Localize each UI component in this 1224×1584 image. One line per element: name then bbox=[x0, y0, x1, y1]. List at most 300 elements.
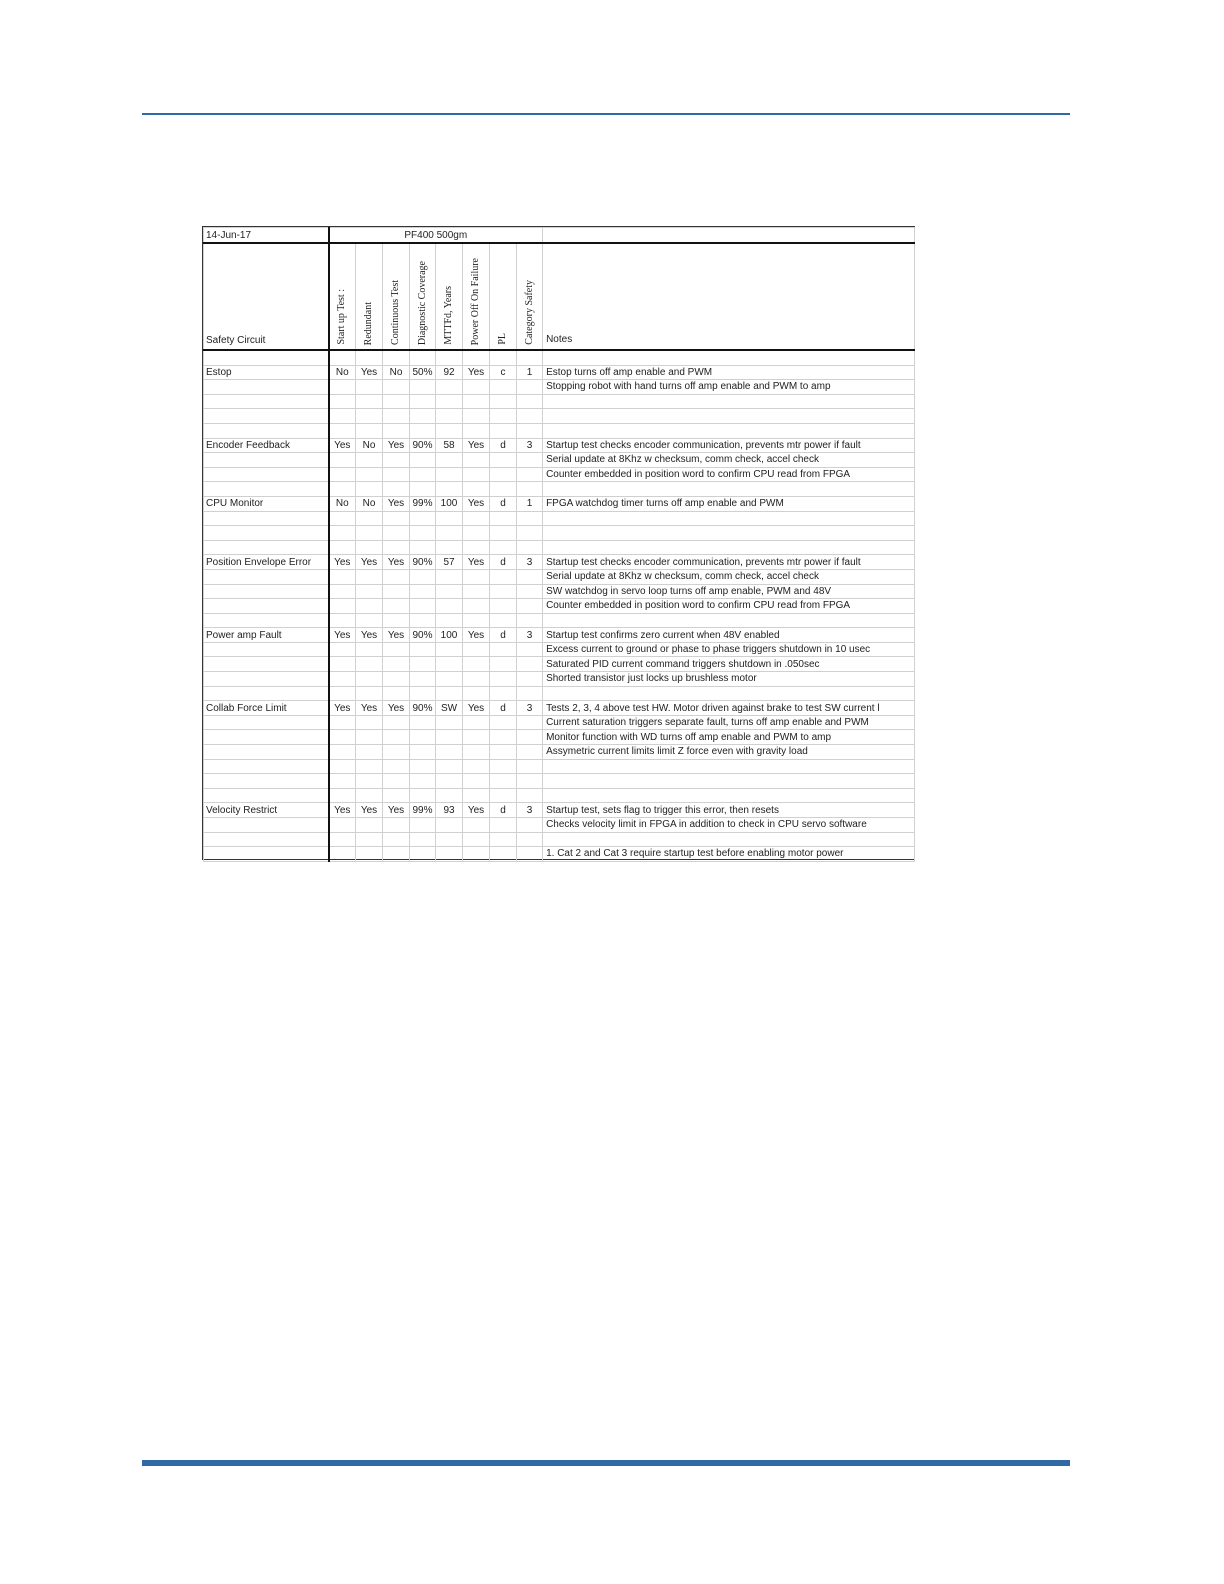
blank-cell bbox=[410, 774, 436, 789]
blank-cell bbox=[356, 380, 383, 395]
blank-cell bbox=[356, 350, 383, 365]
blank-cell bbox=[329, 832, 356, 847]
category-value: 1 bbox=[517, 365, 543, 380]
blank-cell bbox=[517, 642, 543, 657]
blank-cell bbox=[329, 453, 356, 468]
header-rule bbox=[142, 113, 1070, 115]
table-row bbox=[204, 555, 915, 570]
blank-cell bbox=[517, 540, 543, 555]
header-category-safety: Category Safety bbox=[517, 243, 543, 350]
blank-cell bbox=[410, 686, 436, 701]
blank-cell bbox=[436, 759, 463, 774]
blank-cell bbox=[204, 672, 329, 687]
note-row bbox=[204, 715, 915, 730]
note-text: Monitor function with WD turns off amp enable and PWM to amp bbox=[543, 730, 915, 745]
blank-cell bbox=[204, 774, 329, 789]
blank-cell bbox=[543, 613, 915, 628]
blank-cell bbox=[204, 642, 329, 657]
blank-cell bbox=[410, 380, 436, 395]
blank-cell bbox=[543, 228, 915, 244]
continuous-test-value: No bbox=[383, 365, 410, 380]
diagnostic-coverage-value: 50% bbox=[410, 365, 436, 380]
continuous-test-value: Yes bbox=[383, 701, 410, 716]
blank-cell bbox=[463, 642, 490, 657]
blank-cell bbox=[204, 482, 329, 497]
blank-cell bbox=[356, 599, 383, 614]
blank-cell bbox=[463, 482, 490, 497]
blank-cell bbox=[410, 672, 436, 687]
blank-cell bbox=[517, 730, 543, 745]
continuous-test-value: Yes bbox=[383, 803, 410, 818]
mttfd-value: 100 bbox=[436, 496, 463, 511]
blank-cell bbox=[383, 672, 410, 687]
note-text: FPGA watchdog timer turns off amp enable and PWM bbox=[543, 496, 915, 511]
blank-cell bbox=[329, 511, 356, 526]
category-value: 3 bbox=[517, 438, 543, 453]
blank-cell bbox=[517, 599, 543, 614]
blank-cell bbox=[356, 788, 383, 803]
blank-cell bbox=[356, 584, 383, 599]
circuit-name: Velocity Restrict bbox=[204, 803, 329, 818]
blank-cell bbox=[356, 818, 383, 833]
blank-cell bbox=[517, 715, 543, 730]
blank-cell bbox=[517, 569, 543, 584]
blank-cell bbox=[490, 423, 517, 438]
blank-cell bbox=[490, 526, 517, 541]
blank-cell bbox=[490, 847, 517, 862]
blank-cell bbox=[204, 759, 329, 774]
startup-test-value: Yes bbox=[329, 628, 356, 643]
blank-cell bbox=[329, 657, 356, 672]
spacer-row bbox=[204, 613, 915, 628]
blank-cell bbox=[204, 423, 329, 438]
blank-cell bbox=[204, 847, 329, 862]
blank-cell bbox=[463, 380, 490, 395]
blank-cell bbox=[463, 730, 490, 745]
redundant-value: No bbox=[356, 438, 383, 453]
mttfd-value: SW bbox=[436, 701, 463, 716]
blank-cell bbox=[329, 759, 356, 774]
blank-cell bbox=[490, 394, 517, 409]
note-row bbox=[204, 657, 915, 672]
power-off-value: Yes bbox=[463, 438, 490, 453]
blank-cell bbox=[463, 686, 490, 701]
blank-cell bbox=[204, 540, 329, 555]
spacer-row bbox=[204, 686, 915, 701]
blank-cell bbox=[543, 832, 915, 847]
blank-cell bbox=[204, 394, 329, 409]
header-mttfd: MTTFd, Years bbox=[436, 243, 463, 350]
blank-cell bbox=[383, 832, 410, 847]
spacer-row bbox=[204, 482, 915, 497]
continuous-test-value: Yes bbox=[383, 438, 410, 453]
blank-cell bbox=[356, 409, 383, 424]
note-row bbox=[204, 584, 915, 599]
blank-cell bbox=[329, 482, 356, 497]
blank-cell bbox=[204, 350, 329, 365]
blank-cell bbox=[490, 730, 517, 745]
blank-cell bbox=[517, 847, 543, 862]
blank-cell bbox=[410, 832, 436, 847]
blank-cell bbox=[463, 847, 490, 862]
spacer-row bbox=[204, 350, 915, 365]
blank-cell bbox=[383, 759, 410, 774]
blank-cell bbox=[204, 467, 329, 482]
blank-cell bbox=[517, 511, 543, 526]
category-value: 3 bbox=[517, 701, 543, 716]
blank-cell bbox=[490, 759, 517, 774]
category-value: 3 bbox=[517, 803, 543, 818]
blank-cell bbox=[329, 584, 356, 599]
redundant-value: No bbox=[356, 496, 383, 511]
blank-cell bbox=[463, 423, 490, 438]
note-text: Checks velocity limit in FPGA in addition to check in CPU servo software bbox=[543, 818, 915, 833]
blank-cell bbox=[463, 467, 490, 482]
blank-cell bbox=[490, 818, 517, 833]
blank-cell bbox=[543, 409, 915, 424]
header-redundant: Redundant bbox=[356, 243, 383, 350]
note-text: SW watchdog in servo loop turns off amp enable, PWM and 48V bbox=[543, 584, 915, 599]
table-row bbox=[204, 496, 915, 511]
blank-cell bbox=[463, 613, 490, 628]
startup-test-value: Yes bbox=[329, 555, 356, 570]
blank-cell bbox=[436, 584, 463, 599]
blank-cell bbox=[329, 599, 356, 614]
continuous-test-value: Yes bbox=[383, 555, 410, 570]
mttfd-value: 57 bbox=[436, 555, 463, 570]
blank-cell bbox=[490, 599, 517, 614]
blank-cell bbox=[517, 453, 543, 468]
pl-value: d bbox=[490, 701, 517, 716]
startup-test-value: No bbox=[329, 496, 356, 511]
blank-cell bbox=[436, 482, 463, 497]
blank-cell bbox=[543, 511, 915, 526]
blank-cell bbox=[410, 584, 436, 599]
blank-cell bbox=[329, 540, 356, 555]
continuous-test-value: Yes bbox=[383, 496, 410, 511]
blank-cell bbox=[356, 569, 383, 584]
blank-cell bbox=[490, 715, 517, 730]
blank-cell bbox=[543, 774, 915, 789]
blank-cell bbox=[490, 540, 517, 555]
blank-cell bbox=[463, 672, 490, 687]
circuit-name: Estop bbox=[204, 365, 329, 380]
blank-cell bbox=[204, 613, 329, 628]
note-row bbox=[204, 380, 915, 395]
blank-cell bbox=[329, 730, 356, 745]
blank-cell bbox=[383, 511, 410, 526]
blank-cell bbox=[329, 745, 356, 760]
blank-cell bbox=[463, 584, 490, 599]
blank-cell bbox=[410, 482, 436, 497]
footer-rule bbox=[142, 1460, 1070, 1466]
date-cell: 14-Jun-17 bbox=[204, 228, 329, 244]
blank-cell bbox=[463, 409, 490, 424]
blank-cell bbox=[356, 847, 383, 862]
note-row bbox=[204, 394, 915, 409]
redundant-value: Yes bbox=[356, 628, 383, 643]
blank-cell bbox=[436, 832, 463, 847]
blank-cell bbox=[410, 818, 436, 833]
note-text: Counter embedded in position word to confirm CPU read from FPGA bbox=[543, 467, 915, 482]
blank-cell bbox=[410, 394, 436, 409]
blank-cell bbox=[383, 613, 410, 628]
header-diagnostic-coverage: Diagnostic Coverage bbox=[410, 243, 436, 350]
note-text: Saturated PID current command triggers shutdown in .050sec bbox=[543, 657, 915, 672]
blank-cell bbox=[410, 350, 436, 365]
note-text: Serial update at 8Khz w checksum, comm check, accel check bbox=[543, 569, 915, 584]
blank-cell bbox=[517, 394, 543, 409]
blank-cell bbox=[463, 759, 490, 774]
blank-cell bbox=[356, 482, 383, 497]
category-value: 3 bbox=[517, 555, 543, 570]
blank-cell bbox=[410, 613, 436, 628]
blank-cell bbox=[383, 423, 410, 438]
blank-cell bbox=[383, 380, 410, 395]
diagnostic-coverage-value: 90% bbox=[410, 701, 436, 716]
blank-cell bbox=[383, 394, 410, 409]
blank-cell bbox=[204, 715, 329, 730]
blank-cell bbox=[410, 657, 436, 672]
blank-cell bbox=[329, 672, 356, 687]
pl-value: d bbox=[490, 803, 517, 818]
blank-cell bbox=[410, 526, 436, 541]
blank-cell bbox=[356, 672, 383, 687]
blank-cell bbox=[517, 409, 543, 424]
blank-cell bbox=[329, 774, 356, 789]
blank-cell bbox=[356, 745, 383, 760]
blank-cell bbox=[436, 672, 463, 687]
blank-cell bbox=[490, 482, 517, 497]
blank-cell bbox=[543, 423, 915, 438]
blank-cell bbox=[383, 350, 410, 365]
blank-cell bbox=[436, 526, 463, 541]
blank-cell bbox=[204, 453, 329, 468]
blank-cell bbox=[204, 686, 329, 701]
note-text: Startup test, sets flag to trigger this error, then resets bbox=[543, 803, 915, 818]
blank-cell bbox=[490, 511, 517, 526]
startup-test-value: Yes bbox=[329, 701, 356, 716]
note-text: Assymetric current limits limit Z force even with gravity load bbox=[543, 745, 915, 760]
blank-cell bbox=[490, 467, 517, 482]
blank-cell bbox=[436, 613, 463, 628]
pl-value: d bbox=[490, 628, 517, 643]
blank-cell bbox=[204, 409, 329, 424]
blank-cell bbox=[463, 832, 490, 847]
note-row bbox=[204, 569, 915, 584]
blank-cell bbox=[410, 847, 436, 862]
blank-cell bbox=[383, 657, 410, 672]
note-row bbox=[204, 599, 915, 614]
footnote-text: 1. Cat 2 and Cat 3 require startup test before enabling motor power bbox=[543, 847, 915, 862]
note-text: Serial update at 8Khz w checksum, comm check, accel check bbox=[543, 453, 915, 468]
blank-cell bbox=[463, 745, 490, 760]
blank-cell bbox=[436, 686, 463, 701]
blank-cell bbox=[410, 745, 436, 760]
note-text: Startup test checks encoder communication, prevents mtr power if fault bbox=[543, 555, 915, 570]
circuit-name: Power amp Fault bbox=[204, 628, 329, 643]
mttfd-value: 92 bbox=[436, 365, 463, 380]
blank-cell bbox=[517, 672, 543, 687]
note-row bbox=[204, 759, 915, 774]
blank-cell bbox=[410, 511, 436, 526]
continuous-test-value: Yes bbox=[383, 628, 410, 643]
table-row bbox=[204, 803, 915, 818]
note-row bbox=[204, 467, 915, 482]
blank-cell bbox=[383, 526, 410, 541]
blank-cell bbox=[204, 745, 329, 760]
redundant-value: Yes bbox=[356, 803, 383, 818]
blank-cell bbox=[517, 584, 543, 599]
blank-cell bbox=[436, 818, 463, 833]
blank-cell bbox=[383, 584, 410, 599]
blank-cell bbox=[517, 774, 543, 789]
blank-cell bbox=[204, 380, 329, 395]
blank-cell bbox=[490, 380, 517, 395]
blank-cell bbox=[204, 788, 329, 803]
note-text: Counter embedded in position word to confirm CPU read from FPGA bbox=[543, 599, 915, 614]
spacer-row bbox=[204, 788, 915, 803]
blank-cell bbox=[436, 599, 463, 614]
blank-cell bbox=[204, 818, 329, 833]
note-row bbox=[204, 409, 915, 424]
blank-cell bbox=[356, 613, 383, 628]
blank-cell bbox=[356, 774, 383, 789]
redundant-value: Yes bbox=[356, 365, 383, 380]
blank-cell bbox=[543, 350, 915, 365]
blank-cell bbox=[490, 569, 517, 584]
blank-cell bbox=[436, 423, 463, 438]
power-off-value: Yes bbox=[463, 803, 490, 818]
blank-cell bbox=[410, 409, 436, 424]
blank-cell bbox=[490, 686, 517, 701]
blank-cell bbox=[436, 394, 463, 409]
blank-cell bbox=[490, 642, 517, 657]
blank-cell bbox=[517, 380, 543, 395]
blank-cell bbox=[463, 526, 490, 541]
blank-cell bbox=[436, 511, 463, 526]
note-text: Shorted transistor just locks up brushless motor bbox=[543, 672, 915, 687]
diagnostic-coverage-value: 90% bbox=[410, 555, 436, 570]
blank-cell bbox=[517, 350, 543, 365]
note-row bbox=[204, 526, 915, 541]
blank-cell bbox=[543, 526, 915, 541]
note-row bbox=[204, 745, 915, 760]
note-row bbox=[204, 511, 915, 526]
blank-cell bbox=[517, 686, 543, 701]
blank-cell bbox=[436, 409, 463, 424]
blank-cell bbox=[204, 730, 329, 745]
startup-test-value: Yes bbox=[329, 438, 356, 453]
note-text: Startup test confirms zero current when 48V enabled bbox=[543, 628, 915, 643]
note-row bbox=[204, 453, 915, 468]
blank-cell bbox=[436, 715, 463, 730]
blank-cell bbox=[410, 715, 436, 730]
blank-cell bbox=[356, 453, 383, 468]
blank-cell bbox=[463, 818, 490, 833]
mttfd-value: 100 bbox=[436, 628, 463, 643]
blank-cell bbox=[383, 847, 410, 862]
blank-cell bbox=[463, 774, 490, 789]
blank-cell bbox=[436, 730, 463, 745]
blank-cell bbox=[329, 686, 356, 701]
header-continuous-test: Continuous Test bbox=[383, 243, 410, 350]
power-off-value: Yes bbox=[463, 628, 490, 643]
header-notes: Notes bbox=[543, 243, 915, 350]
blank-cell bbox=[517, 832, 543, 847]
blank-cell bbox=[436, 788, 463, 803]
note-row bbox=[204, 774, 915, 789]
blank-cell bbox=[356, 832, 383, 847]
startup-test-value: No bbox=[329, 365, 356, 380]
blank-cell bbox=[436, 745, 463, 760]
header-startup-test: Start up Test : bbox=[329, 243, 356, 350]
blank-cell bbox=[383, 540, 410, 555]
header-pl: PL bbox=[490, 243, 517, 350]
blank-cell bbox=[204, 569, 329, 584]
blank-cell bbox=[356, 730, 383, 745]
blank-cell bbox=[490, 672, 517, 687]
table-row bbox=[204, 438, 915, 453]
diagnostic-coverage-value: 99% bbox=[410, 496, 436, 511]
blank-cell bbox=[463, 569, 490, 584]
blank-cell bbox=[436, 380, 463, 395]
blank-cell bbox=[410, 453, 436, 468]
blank-cell bbox=[383, 482, 410, 497]
blank-cell bbox=[329, 394, 356, 409]
note-text: Estop turns off amp enable and PWM bbox=[543, 365, 915, 380]
blank-cell bbox=[410, 788, 436, 803]
redundant-value: Yes bbox=[356, 555, 383, 570]
blank-cell bbox=[543, 788, 915, 803]
blank-cell bbox=[329, 526, 356, 541]
blank-cell bbox=[383, 642, 410, 657]
blank-cell bbox=[204, 657, 329, 672]
blank-cell bbox=[329, 818, 356, 833]
blank-cell bbox=[490, 832, 517, 847]
power-off-value: Yes bbox=[463, 496, 490, 511]
note-text: Excess current to ground or phase to phase triggers shutdown in 10 usec bbox=[543, 642, 915, 657]
blank-cell bbox=[383, 745, 410, 760]
blank-cell bbox=[463, 657, 490, 672]
blank-cell bbox=[383, 788, 410, 803]
blank-cell bbox=[436, 657, 463, 672]
blank-cell bbox=[517, 818, 543, 833]
blank-cell bbox=[490, 584, 517, 599]
blank-cell bbox=[329, 467, 356, 482]
note-text: Stopping robot with hand turns off amp enable and PWM to amp bbox=[543, 380, 915, 395]
blank-cell bbox=[204, 832, 329, 847]
blank-cell bbox=[517, 745, 543, 760]
blank-cell bbox=[383, 686, 410, 701]
footnote-row bbox=[204, 847, 915, 862]
blank-cell bbox=[463, 511, 490, 526]
blank-cell bbox=[543, 482, 915, 497]
blank-cell bbox=[329, 569, 356, 584]
table-row bbox=[204, 365, 915, 380]
blank-cell bbox=[356, 657, 383, 672]
blank-cell bbox=[410, 540, 436, 555]
table-row bbox=[204, 628, 915, 643]
blank-cell bbox=[383, 774, 410, 789]
header-safety-circuit: Safety Circuit bbox=[204, 243, 329, 350]
blank-cell bbox=[329, 380, 356, 395]
header-power-off-on-failure: Power Off On Failure bbox=[463, 243, 490, 350]
spacer-row bbox=[204, 832, 915, 847]
blank-cell bbox=[204, 584, 329, 599]
blank-cell bbox=[463, 394, 490, 409]
spacer-row bbox=[204, 540, 915, 555]
